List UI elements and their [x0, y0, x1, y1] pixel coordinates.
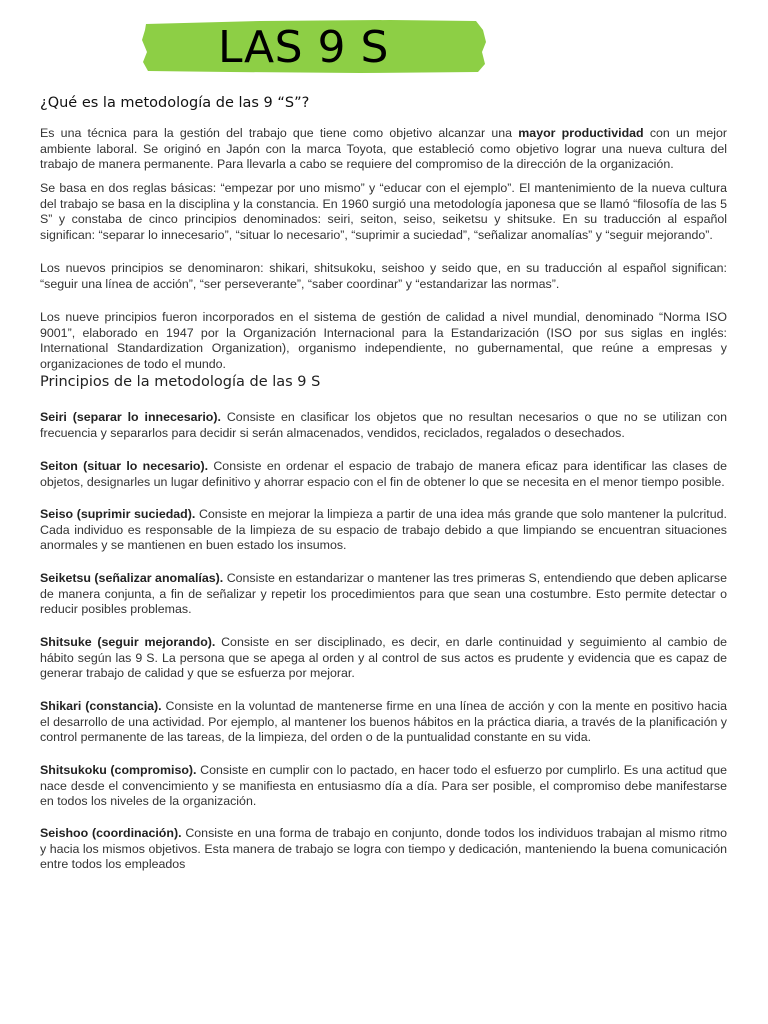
principle-description: Consiste en mejorar la limpieza a partir de una idea más grande que solo mantener la pulcritud. Cada individuo es responsable de la limpieza de su espacio de trabajo debido a que limpiando se encuentran situaciones anormales y se mantienen en buen estado los insumos. — [40, 507, 727, 552]
principle-term: Seiton (situar lo necesario). — [40, 459, 209, 473]
principle-description: Consiste en ordenar el espacio de trabajo de manera eficaz para identificar las clases de objetos, designarles un lugar definitivo y ahorrar espacio con el fin de obtener lo que se necesita en el menor tiempo posible. — [40, 459, 727, 489]
intro-paragraph — [40, 126, 727, 173]
intro-text-end: con un mejor ambiente laboral. Se originó en Japón con la marca Toyota, que estableció como objetivo lograr una nueva cultura del trabajo de manera permanente. Para llevarla a cabo se requiere del compromiso de la dirección de la organización. — [40, 126, 727, 171]
intro-text-start: Es una técnica para la gestión del trabajo que tiene como objetivo alcanzar una — [40, 126, 519, 140]
principle-item — [40, 635, 727, 682]
principle-term: Shikari (constancia). — [40, 699, 162, 713]
rules-paragraph: Se basa en dos reglas básicas: “empezar por uno mismo” y “educar con el ejemplo”. El mantenimiento de la nueva cultura del trabajo se basa en la disciplina y la constancia. En 1960 surgió una metodología japonesa que se llamó “filosofía de las 5 S” y constaba de cinco principios denominados: seiri, seiton, seiso, seiketsu y shitsuke. En su traducción al español significan: “separar lo innecesario”, “situar lo necesario”, “suprimir a suciedad”, “señalizar anomalías” y “seguir mejorando”. — [40, 181, 727, 242]
principle-item — [40, 763, 727, 810]
principle-description: Consiste en la voluntad de mantenerse firme en una línea de acción y con la mente en positivo hacia el desarrollo de una actividad. Por ejemplo, al mantener los buenos hábitos en la práctica diaria, a través de la planificación y control permanente de las tareas, de la limpieza, del orden o de la puntualidad constante en su vida. — [40, 699, 727, 744]
principle-item — [40, 571, 727, 618]
principle-item — [40, 507, 727, 554]
principle-term: Shitsuke (seguir mejorando). — [40, 635, 216, 649]
principle-description: Consiste en estandarizar o mantener las tres primeras S, entendiendo que deben aplicarse de manera conjunta, a fin de señalizar y repetir los procedimientos para que sean una costumbre. Esto permite detectar o reducir posibles problemas. — [40, 571, 727, 616]
title-banner — [140, 18, 488, 74]
principle-description: Consiste en clasificar los objetos que no resultan necesarios o que no se utilizan con frecuencia y separarlos para decidir si serán almacenados, vendidos, reciclados, regalados o desechados. — [40, 410, 727, 440]
principle-term: Seishoo (coordinación). — [40, 826, 182, 840]
section-heading-principles: Principios de la metodología de las 9 S — [40, 374, 321, 390]
principle-term: Seiri (separar lo innecesario). — [40, 410, 221, 424]
principle-description: Consiste en una forma de trabajo en conjunto, donde todos los individuos trabajan al mismo ritmo y hacia los mismos objetivos. Esta manera de trabajo se logra con tiempo y dedicación, manteniendo la buena comunicación entre todos los empleados — [40, 826, 727, 871]
principle-term: Seiketsu (señalizar anomalías). — [40, 571, 224, 585]
principle-item — [40, 699, 727, 746]
principle-item — [40, 826, 727, 873]
principle-description: Consiste en ser disciplinado, es decir, en darle continuidad y seguimiento al cambio de hábito según las 9 S. La persona que se apega al orden y al control de sus actos es prudente y evidencia que es capaz de generar trabajo de calidad y que se esfuerza por mejorar. — [40, 635, 727, 680]
principle-term: Shitsukoku (compromiso). — [40, 763, 197, 777]
page-title: LAS 9 S — [218, 22, 389, 73]
principle-item — [40, 410, 727, 441]
principle-item — [40, 459, 727, 490]
principle-term: Seiso (suprimir suciedad). — [40, 507, 196, 521]
new-principles-paragraph: Los nuevos principios se denominaron: shikari, shitsukoku, seishoo y seido que, en su traducción al español significan: “seguir una línea de acción”, “ser perseverante”, “saber coordinar” y “estandarizar las normas”. — [40, 261, 727, 291]
intro-bold-phrase: mayor productividad — [518, 126, 644, 140]
principle-description: Consiste en cumplir con lo pactado, en hacer todo el esfuerzo por cumplirlo. Es una actitud que nace desde el convencimiento y se manifiesta en entusiasmo día a día. Para ser posible, el compromiso debe manifestarse en todos los niveles de la organización. — [40, 763, 727, 808]
iso-paragraph: Los nueve principios fueron incorporados en el sistema de gestión de calidad a nivel mundial, denominado “Norma ISO 9001”, elaborado en 1947 por la Organización Internacional para la Estandarización (ISO por sus siglas en inglés: International Standardization Organization), organismo independiente, no gubernamental, que reúne a empresas y organizaciones de todo el mundo. — [40, 310, 727, 371]
section-heading-what-is: ¿Qué es la metodología de las 9 “S”? — [40, 95, 310, 111]
